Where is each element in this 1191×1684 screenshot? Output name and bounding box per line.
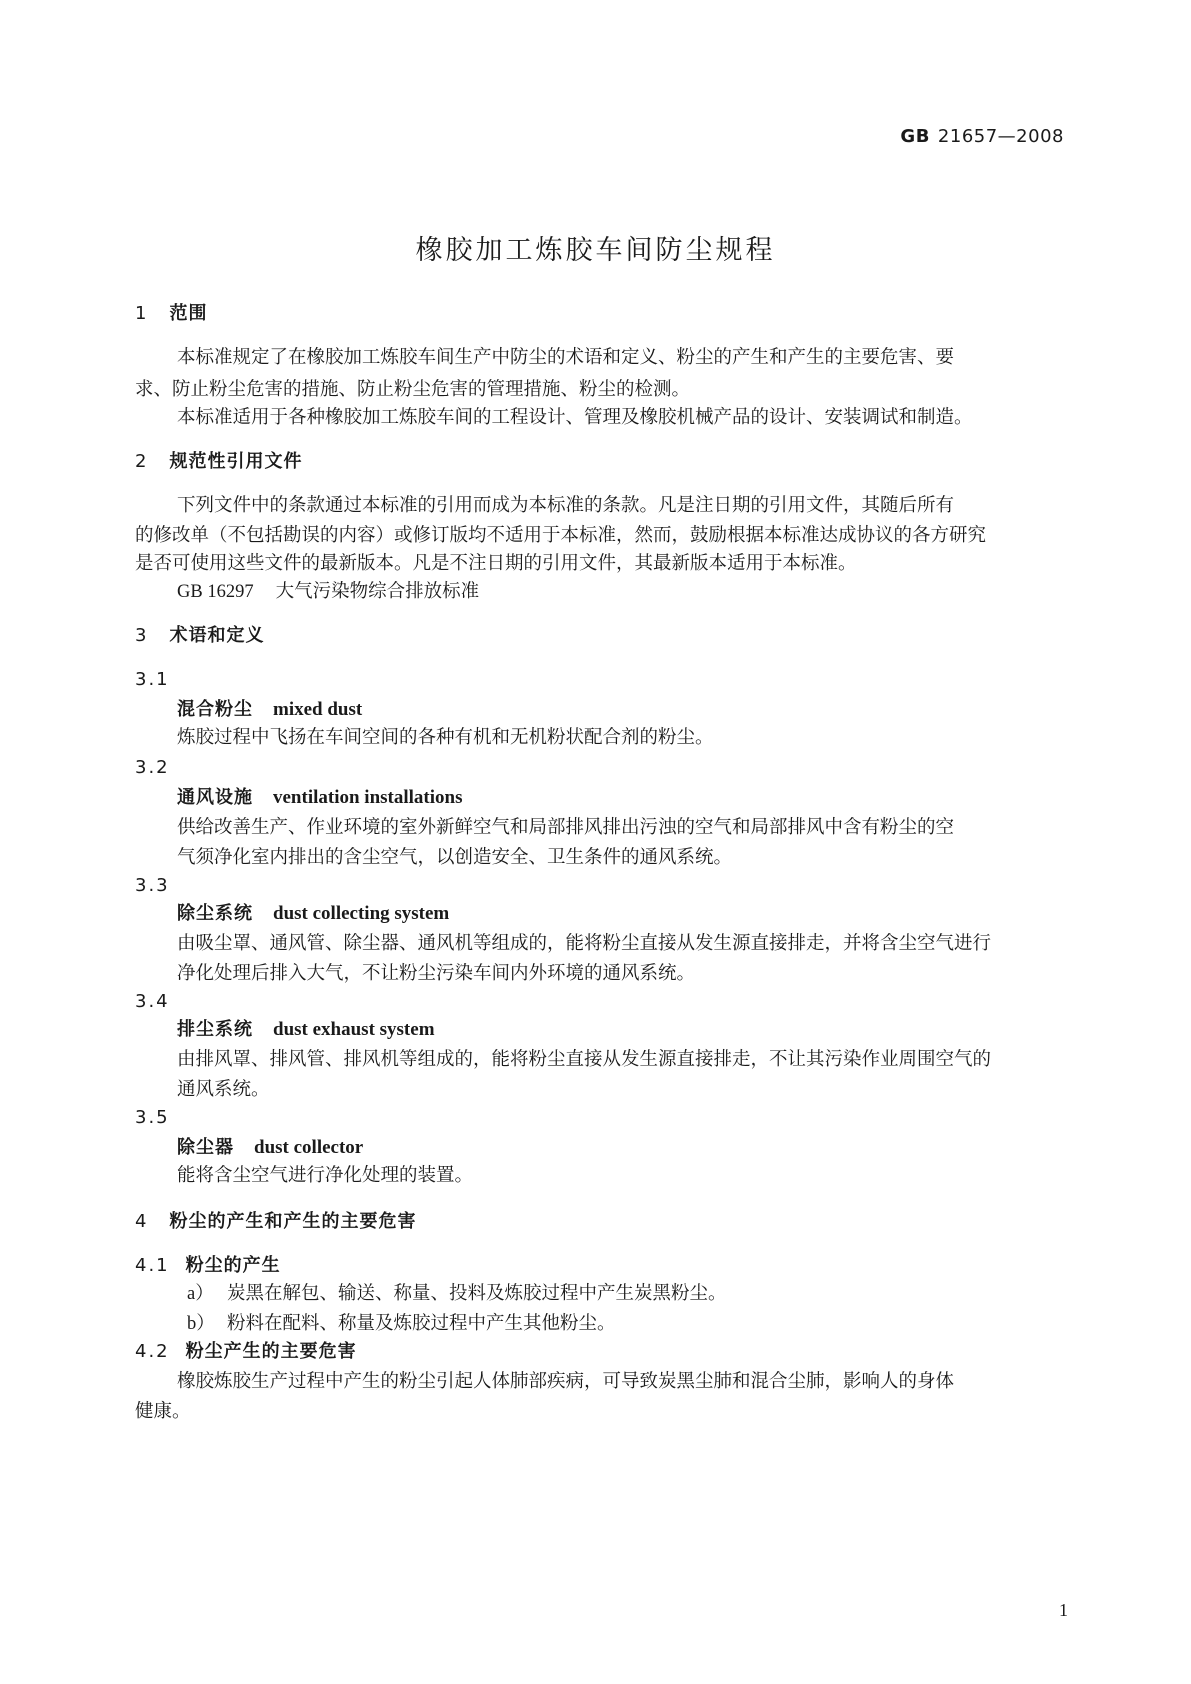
term-definition: 能将含尘空气进行净化处理的装置。	[177, 1165, 474, 1186]
list-marker: b）	[187, 1314, 215, 1334]
list-marker: a）	[187, 1284, 214, 1304]
term-en: mixed dust	[273, 699, 363, 720]
term-definition: 气须净化室内排出的含尘空气，以创造安全、卫生条件的通风系统。	[177, 847, 733, 868]
paragraph-line: 本标准规定了在橡胶加工炼胶车间生产中防尘的术语和定义、粉尘的产生和产生的主要危害、要	[177, 347, 955, 368]
term-definition: 通风系统。	[177, 1079, 270, 1100]
standard-code	[900, 126, 1064, 147]
term-en: dust collecting system	[273, 903, 450, 924]
term-definition: 由吸尘罩、通风管、除尘器、通风机等组成的，能将粉尘直接从发生源直接排走，并将含尘空气进行	[177, 933, 992, 954]
section-number: 3	[135, 625, 148, 646]
term-en: dust exhaust system	[273, 1019, 435, 1040]
subsection-title: 粉尘的产生	[185, 1255, 281, 1276]
term-zh: 排尘系统	[177, 1019, 253, 1040]
term-name	[177, 898, 1102, 930]
term-number: 3.5	[135, 1107, 170, 1128]
section-title: 粉尘的产生和产生的主要危害	[169, 1211, 417, 1232]
section-number: 2	[135, 451, 148, 472]
section-4-heading	[135, 1206, 1060, 1238]
term-number: 3.2	[135, 757, 170, 778]
term-en: ventilation installations	[273, 787, 463, 808]
term-en: dust collector	[254, 1137, 364, 1158]
section-number: 1	[135, 303, 148, 324]
standard-number: 21657—2008	[937, 126, 1064, 147]
paragraph-line: 下列文件中的条款通过本标准的引用而成为本标准的条款。凡是注日期的引用文件，其随后所有	[177, 495, 955, 516]
section-title: 术语和定义	[169, 625, 265, 646]
reference-entry	[177, 576, 1102, 608]
term-zh: 除尘系统	[177, 903, 253, 924]
term-name	[177, 782, 1102, 814]
paragraph-line: 求、防止粉尘危害的措施、防止粉尘危害的管理措施、粉尘的检测。	[135, 379, 691, 400]
paragraph-line: 是否可使用这些文件的最新版本。凡是不注日期的引用文件，其最新版本适用于本标准。	[135, 553, 857, 574]
subsection-4-2-heading	[135, 1336, 1060, 1368]
page-number: 1	[1059, 1600, 1068, 1620]
term-zh: 除尘器	[177, 1137, 234, 1158]
term-definition: 炼胶过程中飞扬在车间空间的各种有机和无机粉状配合剂的粉尘。	[177, 727, 714, 748]
term-definition: 净化处理后排入大气，不让粉尘污染车间内外环境的通风系统。	[177, 963, 696, 984]
reference-code: GB 16297	[177, 582, 254, 602]
subsection-number: 4.2	[135, 1341, 170, 1362]
term-definition: 供给改善生产、作业环境的室外新鲜空气和局部排风排出污浊的空气和局部排风中含有粉尘的空	[177, 817, 955, 838]
paragraph-line: 本标准适用于各种橡胶加工炼胶车间的工程设计、管理及橡胶机械产品的设计、安装调试和制造。	[177, 407, 973, 428]
list-item	[187, 1278, 1112, 1310]
paragraph-line: 的修改单（不包括勘误的内容）或修订版均不适用于本标准，然而，鼓励根据本标准达成协议的各方研究	[135, 525, 987, 546]
paragraph-line: 橡胶炼胶生产过程中产生的粉尘引起人体肺部疾病，可导致炭黑尘肺和混合尘肺，影响人的身体	[177, 1371, 955, 1392]
term-number: 3.4	[135, 991, 170, 1012]
section-1-heading	[135, 298, 1060, 330]
term-zh: 混合粉尘	[177, 699, 253, 720]
section-3-heading	[135, 620, 1060, 652]
term-definition: 由排风罩、排风管、排风机等组成的，能将粉尘直接从发生源直接排走，不让其污染作业周围空气的	[177, 1049, 992, 1070]
subsection-number: 4.1	[135, 1255, 170, 1276]
reference-title: 大气污染物综合排放标准	[275, 581, 480, 602]
list-item-text: 粉料在配料、称量及炼胶过程中产生其他粉尘。	[227, 1313, 616, 1334]
section-number: 4	[135, 1211, 148, 1232]
term-number: 3.3	[135, 875, 170, 896]
standard-prefix: GB	[900, 126, 930, 147]
document-title: 橡胶加工炼胶车间防尘规程	[415, 235, 776, 266]
section-title: 规范性引用文件	[169, 451, 303, 472]
section-2-heading	[135, 446, 1060, 478]
list-item-text: 炭黑在解包、输送、称量、投料及炼胶过程中产生炭黑粉尘。	[227, 1283, 727, 1304]
section-title: 范围	[169, 303, 208, 324]
paragraph-line: 健康。	[135, 1401, 191, 1422]
term-number: 3.1	[135, 669, 170, 690]
subsection-title: 粉尘产生的主要危害	[185, 1341, 357, 1362]
term-zh: 通风设施	[177, 787, 253, 808]
term-name	[177, 1014, 1102, 1046]
